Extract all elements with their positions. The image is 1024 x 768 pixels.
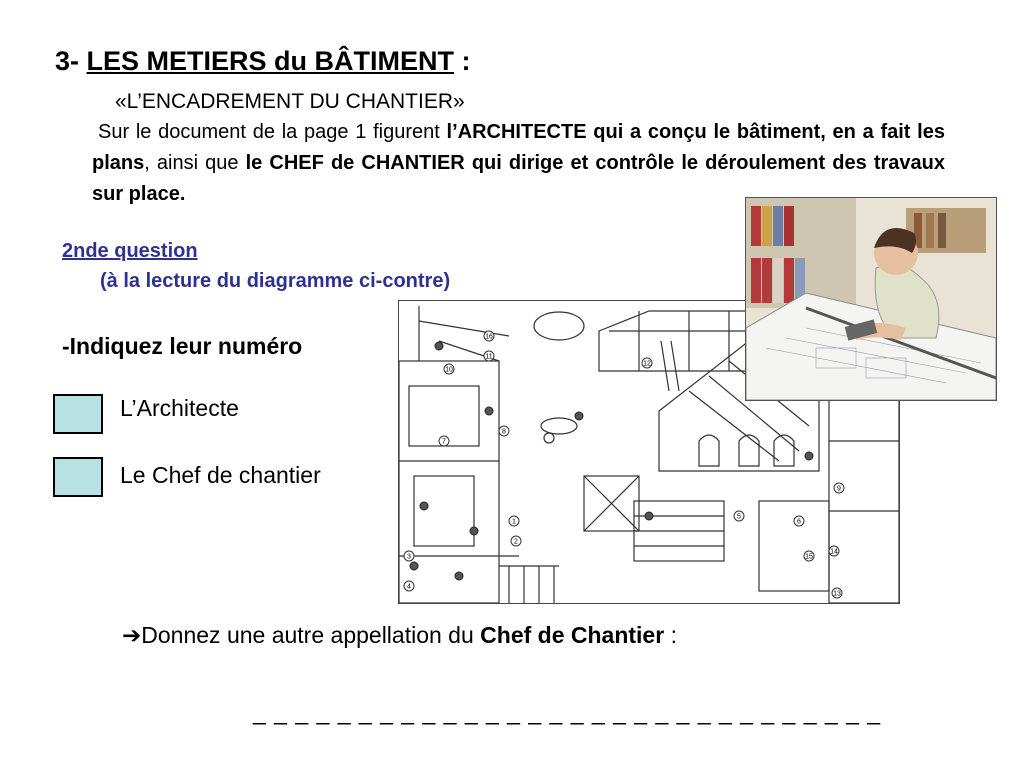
- title-colon: :: [461, 46, 471, 76]
- marker-16: 16: [485, 333, 493, 341]
- title-text: LES METIERS du BÂTIMENT: [86, 46, 455, 76]
- architecte-answer-box[interactable]: [53, 394, 103, 434]
- marker-4: 4: [407, 583, 411, 591]
- chef-chantier-answer-box[interactable]: [53, 457, 103, 497]
- chef-chantier-label: Le Chef de chantier: [120, 462, 321, 488]
- bottom-text: Donnez une autre appellation du: [141, 622, 481, 648]
- marker-2: 2: [514, 538, 518, 546]
- marker-10: 10: [445, 366, 453, 374]
- marker-6: 6: [797, 518, 801, 526]
- question-subtitle: (à la lecture du diagramme ci-contre): [100, 270, 451, 292]
- marker-1: 1: [512, 518, 516, 526]
- question-label: 2nde question: [62, 240, 198, 262]
- architect-drawing: [746, 198, 996, 400]
- arrow-icon: ➔: [122, 622, 142, 648]
- marker-5: 5: [737, 513, 741, 521]
- title-number: 3-: [55, 46, 80, 76]
- marker-12: 12: [643, 360, 651, 368]
- para-bold-1: l’ARCHITECTE qui a conçu le bâtiment, en a fait les plans: [92, 121, 945, 174]
- marker-15: 15: [805, 553, 813, 561]
- alternative-name-question: [122, 622, 677, 649]
- marker-14: 14: [830, 548, 838, 556]
- page-title: [55, 46, 471, 77]
- bottom-colon: :: [664, 622, 677, 648]
- marker-8: 8: [502, 428, 506, 436]
- marker-11: 11: [485, 353, 493, 361]
- answer-blank-line[interactable]: _ _ _ _ _ _ _ _ _ _ _ _ _ _ _ _ _ _ _ _ _ _ _ _ _ _ _ _ _ _: [253, 699, 882, 725]
- bottom-bold: Chef de Chantier: [480, 622, 665, 648]
- marker-3: 3: [407, 553, 411, 561]
- section-subtitle: «L’ENCADREMENT DU CHANTIER»: [115, 90, 465, 113]
- marker-7: 7: [442, 438, 446, 446]
- para-text-1: Sur le document de la page 1 figurent: [98, 121, 447, 143]
- architect-photo: [745, 197, 997, 401]
- instruction-text: -Indiquez leur numéro: [62, 333, 303, 359]
- para-bold-2: le CHEF de CHANTIER qui dirige et contrôle le déroulement des travaux sur place.: [92, 152, 945, 205]
- architecte-label: L’Architecte: [120, 395, 239, 421]
- marker-9: 9: [837, 485, 841, 493]
- marker-13: 13: [833, 590, 841, 598]
- para-text-2: , ainsi que: [144, 152, 246, 174]
